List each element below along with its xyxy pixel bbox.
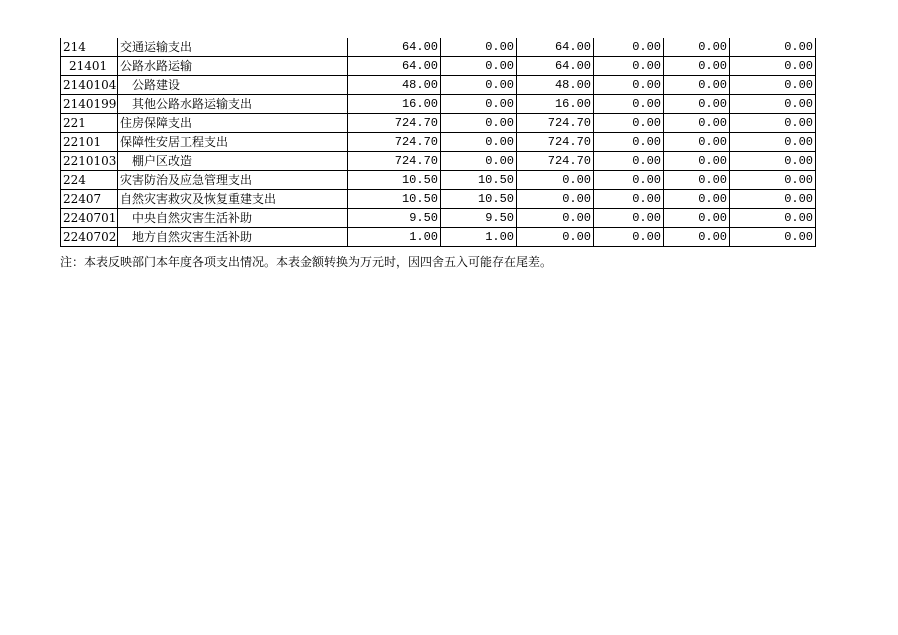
column-4-cell: 0.00 <box>594 76 664 95</box>
column-4-cell: 0.00 <box>594 152 664 171</box>
subject-name-cell: 地方自然灾害生活补助 <box>118 228 348 247</box>
project-expenditure-cell: 724.70 <box>517 152 594 171</box>
subject-code-cell: 22407 <box>61 190 118 209</box>
total-cell: 10.50 <box>348 171 441 190</box>
subject-name-cell: 棚户区改造 <box>118 152 348 171</box>
project-expenditure-cell: 48.00 <box>517 76 594 95</box>
column-4-cell: 0.00 <box>594 209 664 228</box>
column-4-cell: 0.00 <box>594 228 664 247</box>
column-5-cell: 0.00 <box>664 95 730 114</box>
column-5-cell: 0.00 <box>664 171 730 190</box>
project-expenditure-cell: 0.00 <box>517 209 594 228</box>
total-cell: 724.70 <box>348 152 441 171</box>
column-6-cell: 0.00 <box>730 228 816 247</box>
column-4-cell: 0.00 <box>594 190 664 209</box>
subject-name-cell: 交通运输支出 <box>118 38 348 57</box>
total-cell: 10.50 <box>348 190 441 209</box>
basic-expenditure-cell: 0.00 <box>441 76 517 95</box>
table-row <box>61 209 816 228</box>
table-row <box>61 171 816 190</box>
basic-expenditure-cell: 0.00 <box>441 38 517 57</box>
column-6-cell: 0.00 <box>730 152 816 171</box>
project-expenditure-cell: 0.00 <box>517 171 594 190</box>
basic-expenditure-cell: 0.00 <box>441 57 517 76</box>
column-5-cell: 0.00 <box>664 152 730 171</box>
column-6-cell: 0.00 <box>730 190 816 209</box>
column-5-cell: 0.00 <box>664 57 730 76</box>
column-5-cell: 0.00 <box>664 228 730 247</box>
table-row <box>61 57 816 76</box>
subject-name-cell: 自然灾害救灾及恢复重建支出 <box>118 190 348 209</box>
column-6-cell: 0.00 <box>730 171 816 190</box>
table-row <box>61 95 816 114</box>
column-4-cell: 0.00 <box>594 57 664 76</box>
total-cell: 724.70 <box>348 114 441 133</box>
column-6-cell: 0.00 <box>730 209 816 228</box>
column-6-cell: 0.00 <box>730 133 816 152</box>
subject-code-cell: 2140104 <box>61 76 118 95</box>
column-5-cell: 0.00 <box>664 190 730 209</box>
subject-name-cell: 住房保障支出 <box>118 114 348 133</box>
table-row <box>61 133 816 152</box>
column-6-cell: 0.00 <box>730 76 816 95</box>
project-expenditure-cell: 16.00 <box>517 95 594 114</box>
column-5-cell: 0.00 <box>664 133 730 152</box>
column-4-cell: 0.00 <box>594 95 664 114</box>
total-cell: 724.70 <box>348 133 441 152</box>
subject-name-cell: 灾害防治及应急管理支出 <box>118 171 348 190</box>
basic-expenditure-cell: 0.00 <box>441 95 517 114</box>
table-row <box>61 228 816 247</box>
total-cell: 16.00 <box>348 95 441 114</box>
basic-expenditure-cell: 10.50 <box>441 171 517 190</box>
column-6-cell: 0.00 <box>730 95 816 114</box>
column-4-cell: 0.00 <box>594 114 664 133</box>
subject-code-cell: 214 <box>61 38 118 57</box>
table-body <box>61 38 816 247</box>
table-row <box>61 38 816 57</box>
column-4-cell: 0.00 <box>594 38 664 57</box>
total-cell: 64.00 <box>348 38 441 57</box>
basic-expenditure-cell: 9.50 <box>441 209 517 228</box>
column-6-cell: 0.00 <box>730 38 816 57</box>
subject-code-cell: 224 <box>61 171 118 190</box>
table-row <box>61 76 816 95</box>
project-expenditure-cell: 0.00 <box>517 190 594 209</box>
column-6-cell: 0.00 <box>730 114 816 133</box>
table-footnote: 注：本表反映部门本年度各项支出情况。本表金额转换为万元时，因四舍五入可能存在尾差。 <box>60 255 553 269</box>
subject-code-cell: 21401 <box>61 57 118 76</box>
total-cell: 64.00 <box>348 57 441 76</box>
subject-code-cell: 2210103 <box>61 152 118 171</box>
column-5-cell: 0.00 <box>664 38 730 57</box>
project-expenditure-cell: 64.00 <box>517 57 594 76</box>
subject-name-cell: 保障性安居工程支出 <box>118 133 348 152</box>
column-5-cell: 0.00 <box>664 114 730 133</box>
subject-code-cell: 22101 <box>61 133 118 152</box>
basic-expenditure-cell: 10.50 <box>441 190 517 209</box>
total-cell: 9.50 <box>348 209 441 228</box>
column-4-cell: 0.00 <box>594 133 664 152</box>
subject-name-cell: 公路水路运输 <box>118 57 348 76</box>
column-6-cell: 0.00 <box>730 57 816 76</box>
subject-code-cell: 2240702 <box>61 228 118 247</box>
column-5-cell: 0.00 <box>664 209 730 228</box>
total-cell: 48.00 <box>348 76 441 95</box>
project-expenditure-cell: 0.00 <box>517 228 594 247</box>
basic-expenditure-cell: 1.00 <box>441 228 517 247</box>
subject-code-cell: 221 <box>61 114 118 133</box>
project-expenditure-cell: 724.70 <box>517 133 594 152</box>
subject-name-cell: 公路建设 <box>118 76 348 95</box>
total-cell: 1.00 <box>348 228 441 247</box>
table-row <box>61 152 816 171</box>
subject-name-cell: 中央自然灾害生活补助 <box>118 209 348 228</box>
expenditure-table <box>60 38 816 247</box>
subject-code-cell: 2240701 <box>61 209 118 228</box>
project-expenditure-cell: 724.70 <box>517 114 594 133</box>
subject-name-cell: 其他公路水路运输支出 <box>118 95 348 114</box>
basic-expenditure-cell: 0.00 <box>441 133 517 152</box>
basic-expenditure-cell: 0.00 <box>441 152 517 171</box>
table-row <box>61 114 816 133</box>
table-row <box>61 190 816 209</box>
column-4-cell: 0.00 <box>594 171 664 190</box>
subject-code-cell: 2140199 <box>61 95 118 114</box>
basic-expenditure-cell: 0.00 <box>441 114 517 133</box>
column-5-cell: 0.00 <box>664 76 730 95</box>
project-expenditure-cell: 64.00 <box>517 38 594 57</box>
